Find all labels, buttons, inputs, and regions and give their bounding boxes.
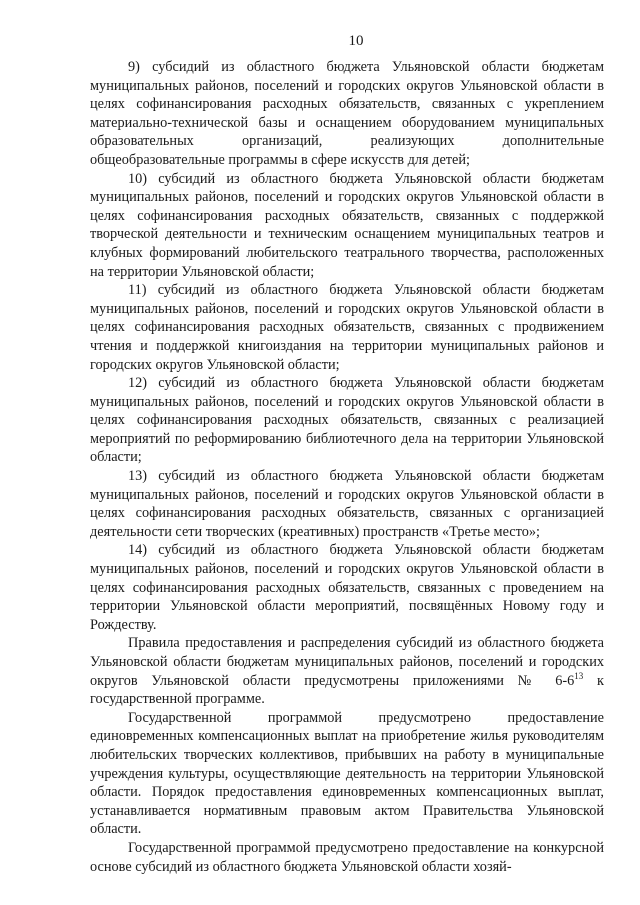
paragraph-last: Государственной программой предусмотрено предоставление на конкурсной основе субсидий из областного бюджета Ульяновской области хозяй- [90, 839, 604, 875]
paragraph-item-10: 10) субсидий из областного бюджета Ульяновской области бюджетам муниципальных районов, поселений и городских округов Ульяновской области в целях софинансирования расходных обязательств, связанных с поддержкой творческой деятельности и техническим оснащением муниципальных театров и клубных формирований любительского театрального творчества, расположенных на территории Ульяновской области; [90, 170, 604, 280]
paragraph-item-9: 9) субсидий из областного бюджета Ульяновской области бюджетам муниципальных районов, поселений и городских округов Ульяновской области в целях софинансирования расходных обязательств, связанных с укреплением материально-технической базы и оснащением оборудованием муниципальных образовательных организаций, реализующих дополнительные общеобразовательные программы в сфере искусств для детей; [90, 59, 604, 168]
rules-superscript: 13 [574, 670, 584, 681]
paragraph-item-14: 14) субсидий из областного бюджета Ульяновской области бюджетам муниципальных районов, поселений и городских округов Ульяновской области в целях софинансирования расходных обязательств, связанных с проведением на территории Ульяновской области мероприятий, посвящённых Новому году и Рождеству. [90, 542, 604, 633]
paragraph-item-11: 11) субсидий из областного бюджета Ульяновской области бюджетам муниципальных районов, поселений и городских округов Ульяновской области в целях софинансирования расходных обязательств, связанных с продвижением чтения и поддержкой книгоиздания на территории муниципальных районов и городских округов Ульяновской области; [90, 282, 604, 373]
paragraph-item-13: 13) субсидий из областного бюджета Ульяновской области бюджетам муниципальных районов, поселений и городских округов Ульяновской области в целях софинансирования расходных обязательств, связанных с организацией деятельности сети творческих (креативных) пространств «Третье место»; [90, 468, 604, 540]
rules-text-end: к государственной программе. [90, 672, 604, 708]
page-number: 10 [348, 33, 364, 49]
paragraph-rules [90, 634, 604, 708]
paragraph-compensation: Государственной программой предусмотрено предоставление единовременных компенсационных выплат на приобретение жилья руководителям любительских творческих коллективов, прибывших на работу в муниципальные учреждения культуры, осуществляющие деятельность на территории Ульяновской области. Порядок предоставления единовременных компенсационных выплат, устанавливается нормативным правовым актом Правительства Ульяновской области. [90, 709, 604, 838]
paragraph-item-12: 12) субсидий из областного бюджета Ульяновской области бюджетам муниципальных районов, поселений и городских округов Ульяновской области в целях софинансирования расходных обязательств, связанных с реализацией мероприятий по реформированию библиотечного дела на территории Ульяновской области; [90, 375, 604, 466]
rules-text: Правила предоставления и распределения субсидий из областного бюджета Ульяновской области бюджетам муниципальных районов, поселений и городских округов Ульяновской области предусмотрены приложениями № 6-6 [90, 635, 604, 689]
